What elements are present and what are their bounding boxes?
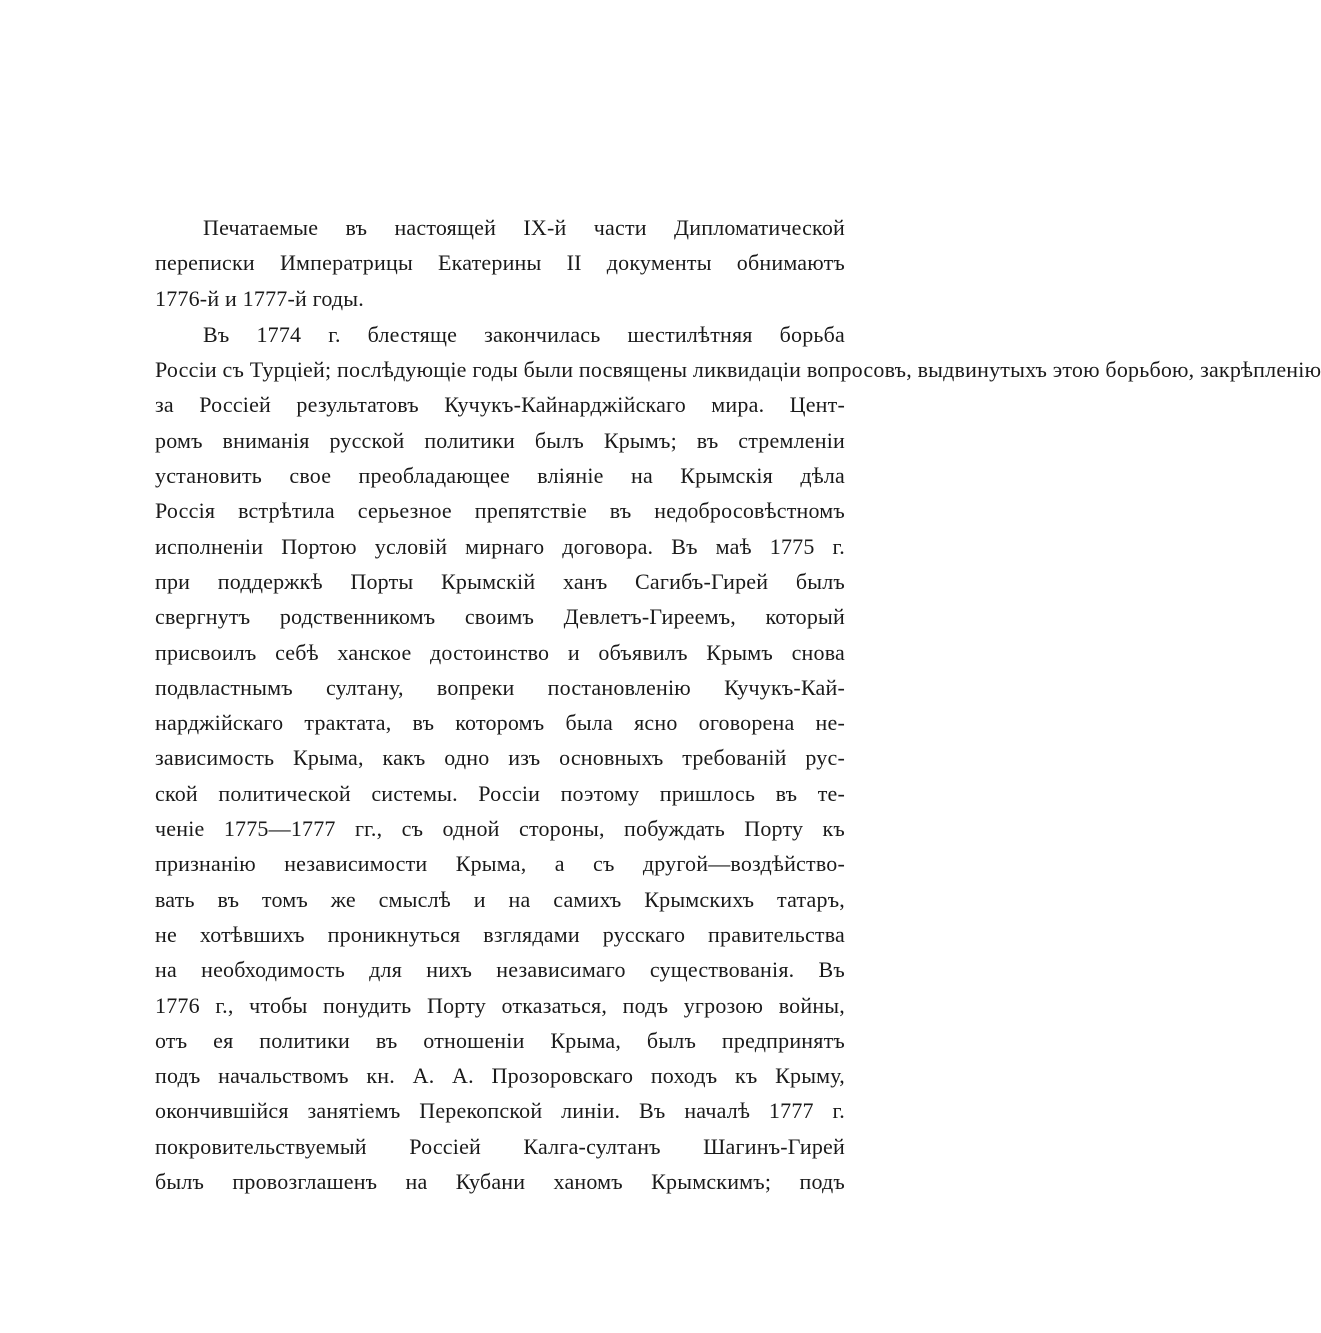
paragraph-2-line-22: подъ начальствомъ кн. А. А. Прозоровскаго походъ къ Крыму, [155,1063,845,1089]
paragraph-2-line-6: Россія встрѣтила серьезное препятствіе въ недобросовѣстномъ [155,498,845,524]
paragraph-2-line-2-text: Россіи съ Турціей; послѣдующіе годы были посвящены ликвидаціи вопросовъ, выдвинутыхъ этою борьбою, закрѣпленію [155,357,1321,383]
paragraph-2-line-25: былъ провозглашенъ на Кубани ханомъ Крымскимъ; подъ [155,1169,845,1195]
paragraph-2-line-17: вать въ томъ же смыслѣ и на самихъ Крымскихъ татаръ, [155,886,845,912]
paragraph-1-line-1: Печатаемые въ настоящей IX-й части Дипломатической [203,215,845,240]
paragraph-2-line-18: не хотѣвшихъ проникнуться взглядами русскаго правительства [155,921,845,947]
paragraph-2-line-19: на необходимость для нихъ независимаго существованія. Въ [155,957,845,983]
paragraph-1-line-2: переписки Императрицы Екатерины II документы обнимаютъ [155,250,845,276]
paragraph-2-line-13: зависимость Крыма, какъ одно изъ основныхъ требованій рус- [155,745,845,771]
document-body [155,210,1321,1199]
paragraph-2-line-14: ской политической системы. Россіи поэтому пришлось въ те- [155,780,845,806]
paragraph-2-line-24: покровительствуемый Россіей Калга-султанъ Шагинъ-Гирей [155,1133,845,1159]
paragraph-2-line-2 [155,352,1321,387]
paragraph-2-line-8: при поддержкѣ Порты Крымскій ханъ Сагибъ-Гирей былъ [155,568,845,594]
paragraph-2-line-1: Въ 1774 г. блестяще закончилась шестилѣтняя борьба [203,321,845,347]
paragraph-2-line-4: ромъ вниманія русской политики былъ Крымъ; въ стремленіи [155,427,845,453]
paragraph-2-line-15: ченіе 1775—1777 гг., съ одной стороны, побуждать Порту къ [155,816,845,842]
paragraph-2-line-7: исполненіи Портою условій мирнаго договора. Въ маѣ 1775 г. [155,533,845,559]
paragraph-2-line-9: свергнутъ родственникомъ своимъ Девлетъ-Гиреемъ, который [155,604,845,630]
paragraph-2-line-16: признанію независимости Крыма, а съ другой—воздѣйство- [155,851,845,877]
paragraph-2-line-10: присвоилъ себѣ ханское достоинство и объявилъ Крымъ снова [155,639,845,665]
paragraph-2-line-12: нарджійскаго трактата, въ которомъ была ясно оговорена не- [155,710,845,736]
paragraph-2-line-23: окончившійся занятіемъ Перекопской линіи. Въ началѣ 1777 г. [155,1098,845,1124]
paragraph-2-line-11: подвластнымъ султану, вопреки постановленію Кучукъ-Кай- [155,674,845,700]
paragraph-2-line-21: отъ ея политики въ отношеніи Крыма, былъ предпринятъ [155,1027,845,1053]
paragraph-2-line-20: 1776 г., чтобы понудить Порту отказаться, подъ угрозою войны, [155,992,845,1018]
paragraph-2-line-3: за Россіей результатовъ Кучукъ-Кайнарджійскаго мира. Цент- [155,392,845,418]
paragraph-1-line-3: 1776-й и 1777-й годы. [155,285,364,311]
paragraph-2-line-5: установить свое преобладающее вліяніе на Крымскія дѣла [155,463,845,489]
